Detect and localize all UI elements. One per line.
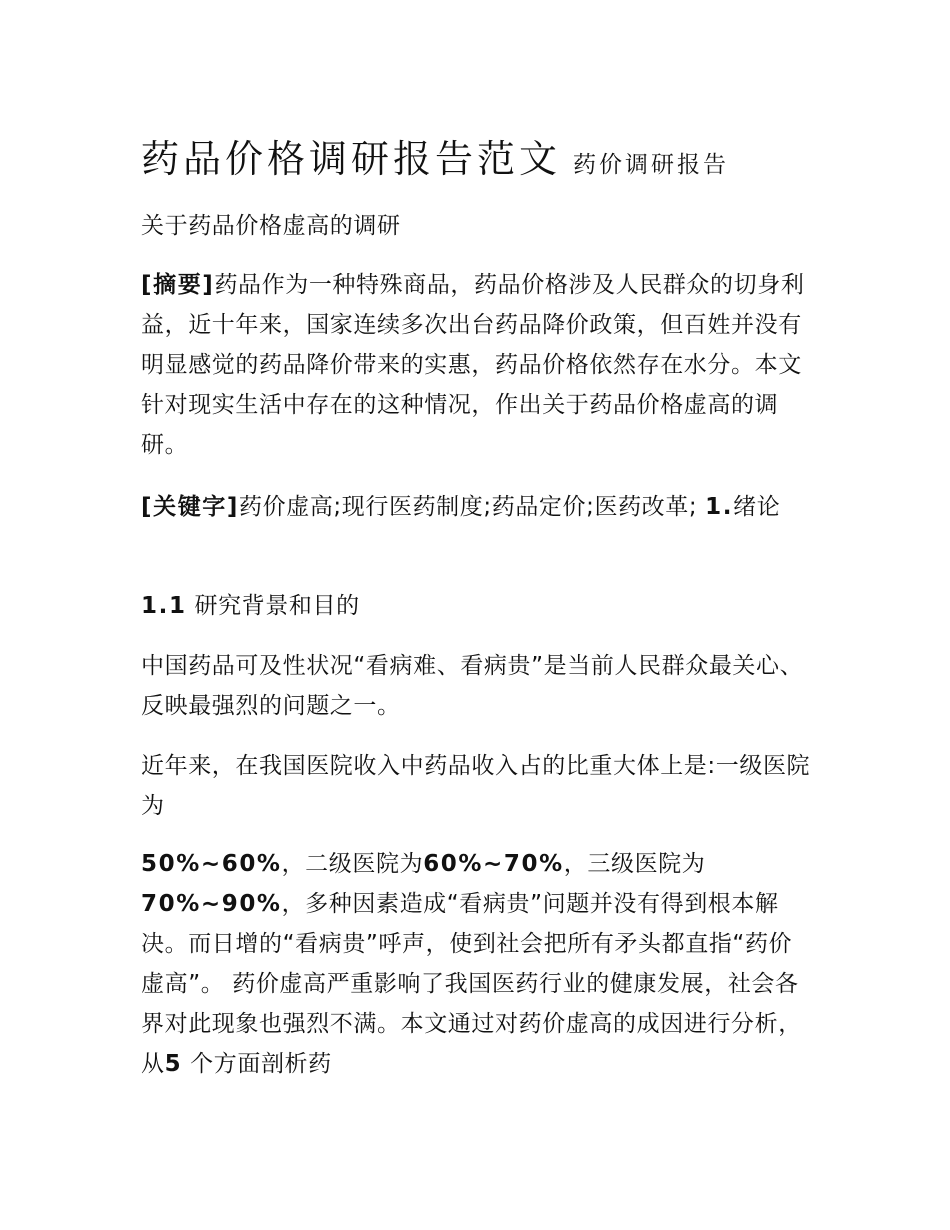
para3-text-4: 个方面剖析药: [190, 1051, 332, 1077]
para3-text-3: ，多种因素造成“看病贵”问题并没有得到根本解决。而日增的“看病贵”呼声，使到社会把所有矛头都直指“药价虚高”。 药价虚高严重影响了我国医药行业的健康发展，社会各界对此现象也强烈不满。本文通过对药价虚高的成因进行分析，从: [141, 891, 802, 1077]
paragraph-2: 近年来，在我国医院收入中药品收入占的比重大体上是:一级医院为: [141, 753, 811, 819]
paragraph-1: 中国药品可及性状况“看病难、看病贵”是当前人民群众最关心、反映最强烈的问题之一。: [141, 653, 804, 719]
abstract-text: 药品作为一种特殊商品，药品价格涉及人民群众的切身利益，近十年来，国家连续多次出台药品降价政策，但百姓并没有明显感觉的药品降价带来的实惠，药品价格依然存在水分。本文针对现实生活中存在的这种情况，作出关于药品价格虚高的调研。: [141, 272, 805, 458]
abstract-paragraph: [141, 265, 811, 465]
subtitle: 关于药品价格虚高的调研: [141, 213, 401, 239]
para3-text-2: ，三级医院为: [563, 851, 706, 877]
section-1-1-number: 1.1: [141, 593, 187, 619]
para3-text-1: ，二级医院为: [281, 851, 424, 877]
section-1-1-heading: [141, 586, 811, 626]
pct-range-1: 50%~60%: [141, 851, 282, 877]
paragraph-3: [141, 844, 811, 1084]
keywords-paragraph: [141, 487, 811, 527]
section-number: 1.: [705, 494, 734, 520]
abstract-label: [摘要]: [141, 272, 215, 298]
document-title: [141, 128, 729, 183]
pct-range-2: 60%~70%: [423, 851, 564, 877]
title-main: 药品价格调研报告范文: [141, 137, 562, 181]
pct-range-3: 70%~90%: [141, 891, 282, 917]
title-sub: 药价调研报告: [573, 152, 730, 178]
section-title: 绪论: [733, 494, 781, 520]
keywords-label: [关键字]: [141, 494, 240, 520]
keywords-text: 药价虚高;现行医药制度;药品定价;医药改革;: [239, 494, 698, 520]
section-1-1-title: 研究背景和目的: [194, 593, 360, 619]
aspect-count: 5: [164, 1051, 183, 1077]
